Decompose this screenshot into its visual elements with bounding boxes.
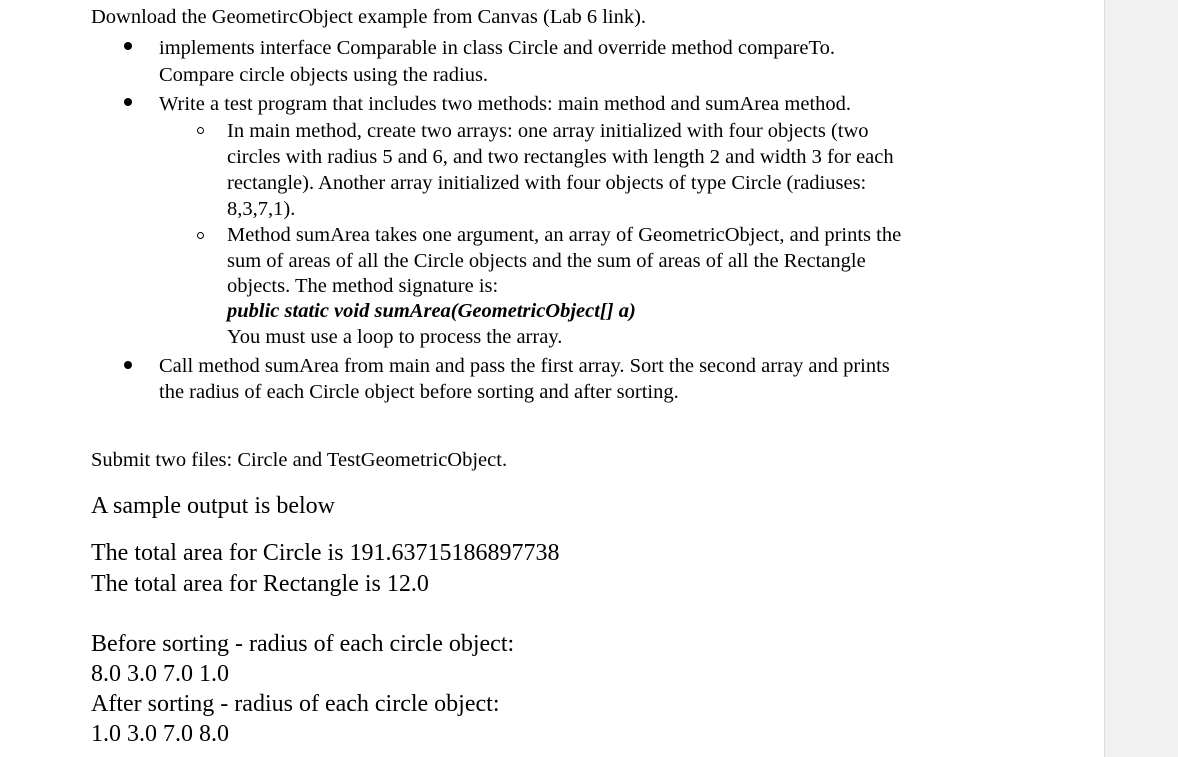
output-after-label: After sorting - radius of each circle object: (91, 691, 500, 717)
bullet-3-line-2: the radius of each Circle object before sorting and after sorting. (159, 381, 679, 403)
sub-bullet-1-line-2: circles with radius 5 and 6, and two rectangles with length 2 and width 3 for each (227, 146, 894, 168)
sub-bullet-1-line-3: rectangle). Another array initialized with four objects of type Circle (radiuses: (227, 172, 867, 194)
output-rectangle-total: The total area for Rectangle is 12.0 (91, 571, 429, 597)
output-before-label: Before sorting - radius of each circle object: (91, 631, 515, 657)
submit-text: Submit two files: Circle and TestGeometricObject. (91, 449, 508, 471)
bullet-2-line-1: Write a test program that includes two methods: main method and sumArea method. (159, 93, 852, 115)
bullet-3-line-1: Call method sumArea from main and pass the first array. Sort the second array and prints (159, 355, 890, 377)
sub-bullet-1-line-4: 8,3,7,1). (227, 198, 296, 220)
bullet-icon (124, 42, 132, 50)
sub-bullet-2-line-3: objects. The method signature is: (227, 275, 499, 297)
side-panel (1104, 0, 1178, 757)
output-before-values: 8.0 3.0 7.0 1.0 (91, 661, 229, 687)
sample-output-heading: A sample output is below (91, 493, 335, 519)
sub-bullet-2-line-2: sum of areas of all the Circle objects and the sum of areas of all the Rectangle (227, 250, 866, 272)
sub-bullet-1-line-1: In main method, create two arrays: one array initialized with four objects (two (227, 120, 869, 142)
bullet-icon (124, 98, 132, 106)
sub-bullet-2-line-1: Method sumArea takes one argument, an array of GeometricObject, and prints the (227, 224, 902, 246)
sub-bullet-icon (197, 127, 204, 134)
output-after-values: 1.0 3.0 7.0 8.0 (91, 721, 229, 747)
bullet-1-line-2: Compare circle objects using the radius. (159, 64, 489, 86)
sub-bullet-icon (197, 232, 204, 239)
bullet-1-line-1: implements interface Comparable in class Circle and override method compareTo. (159, 37, 835, 59)
bullet-icon (124, 361, 132, 369)
loop-note: You must use a loop to process the array. (227, 326, 563, 348)
output-circle-total: The total area for Circle is 191.63715186897738 (91, 540, 560, 566)
intro-text: Download the GeometircObject example from Canvas (Lab 6 link). (91, 6, 647, 28)
method-signature: public static void sumArea(GeometricObject[] a) (227, 300, 636, 322)
